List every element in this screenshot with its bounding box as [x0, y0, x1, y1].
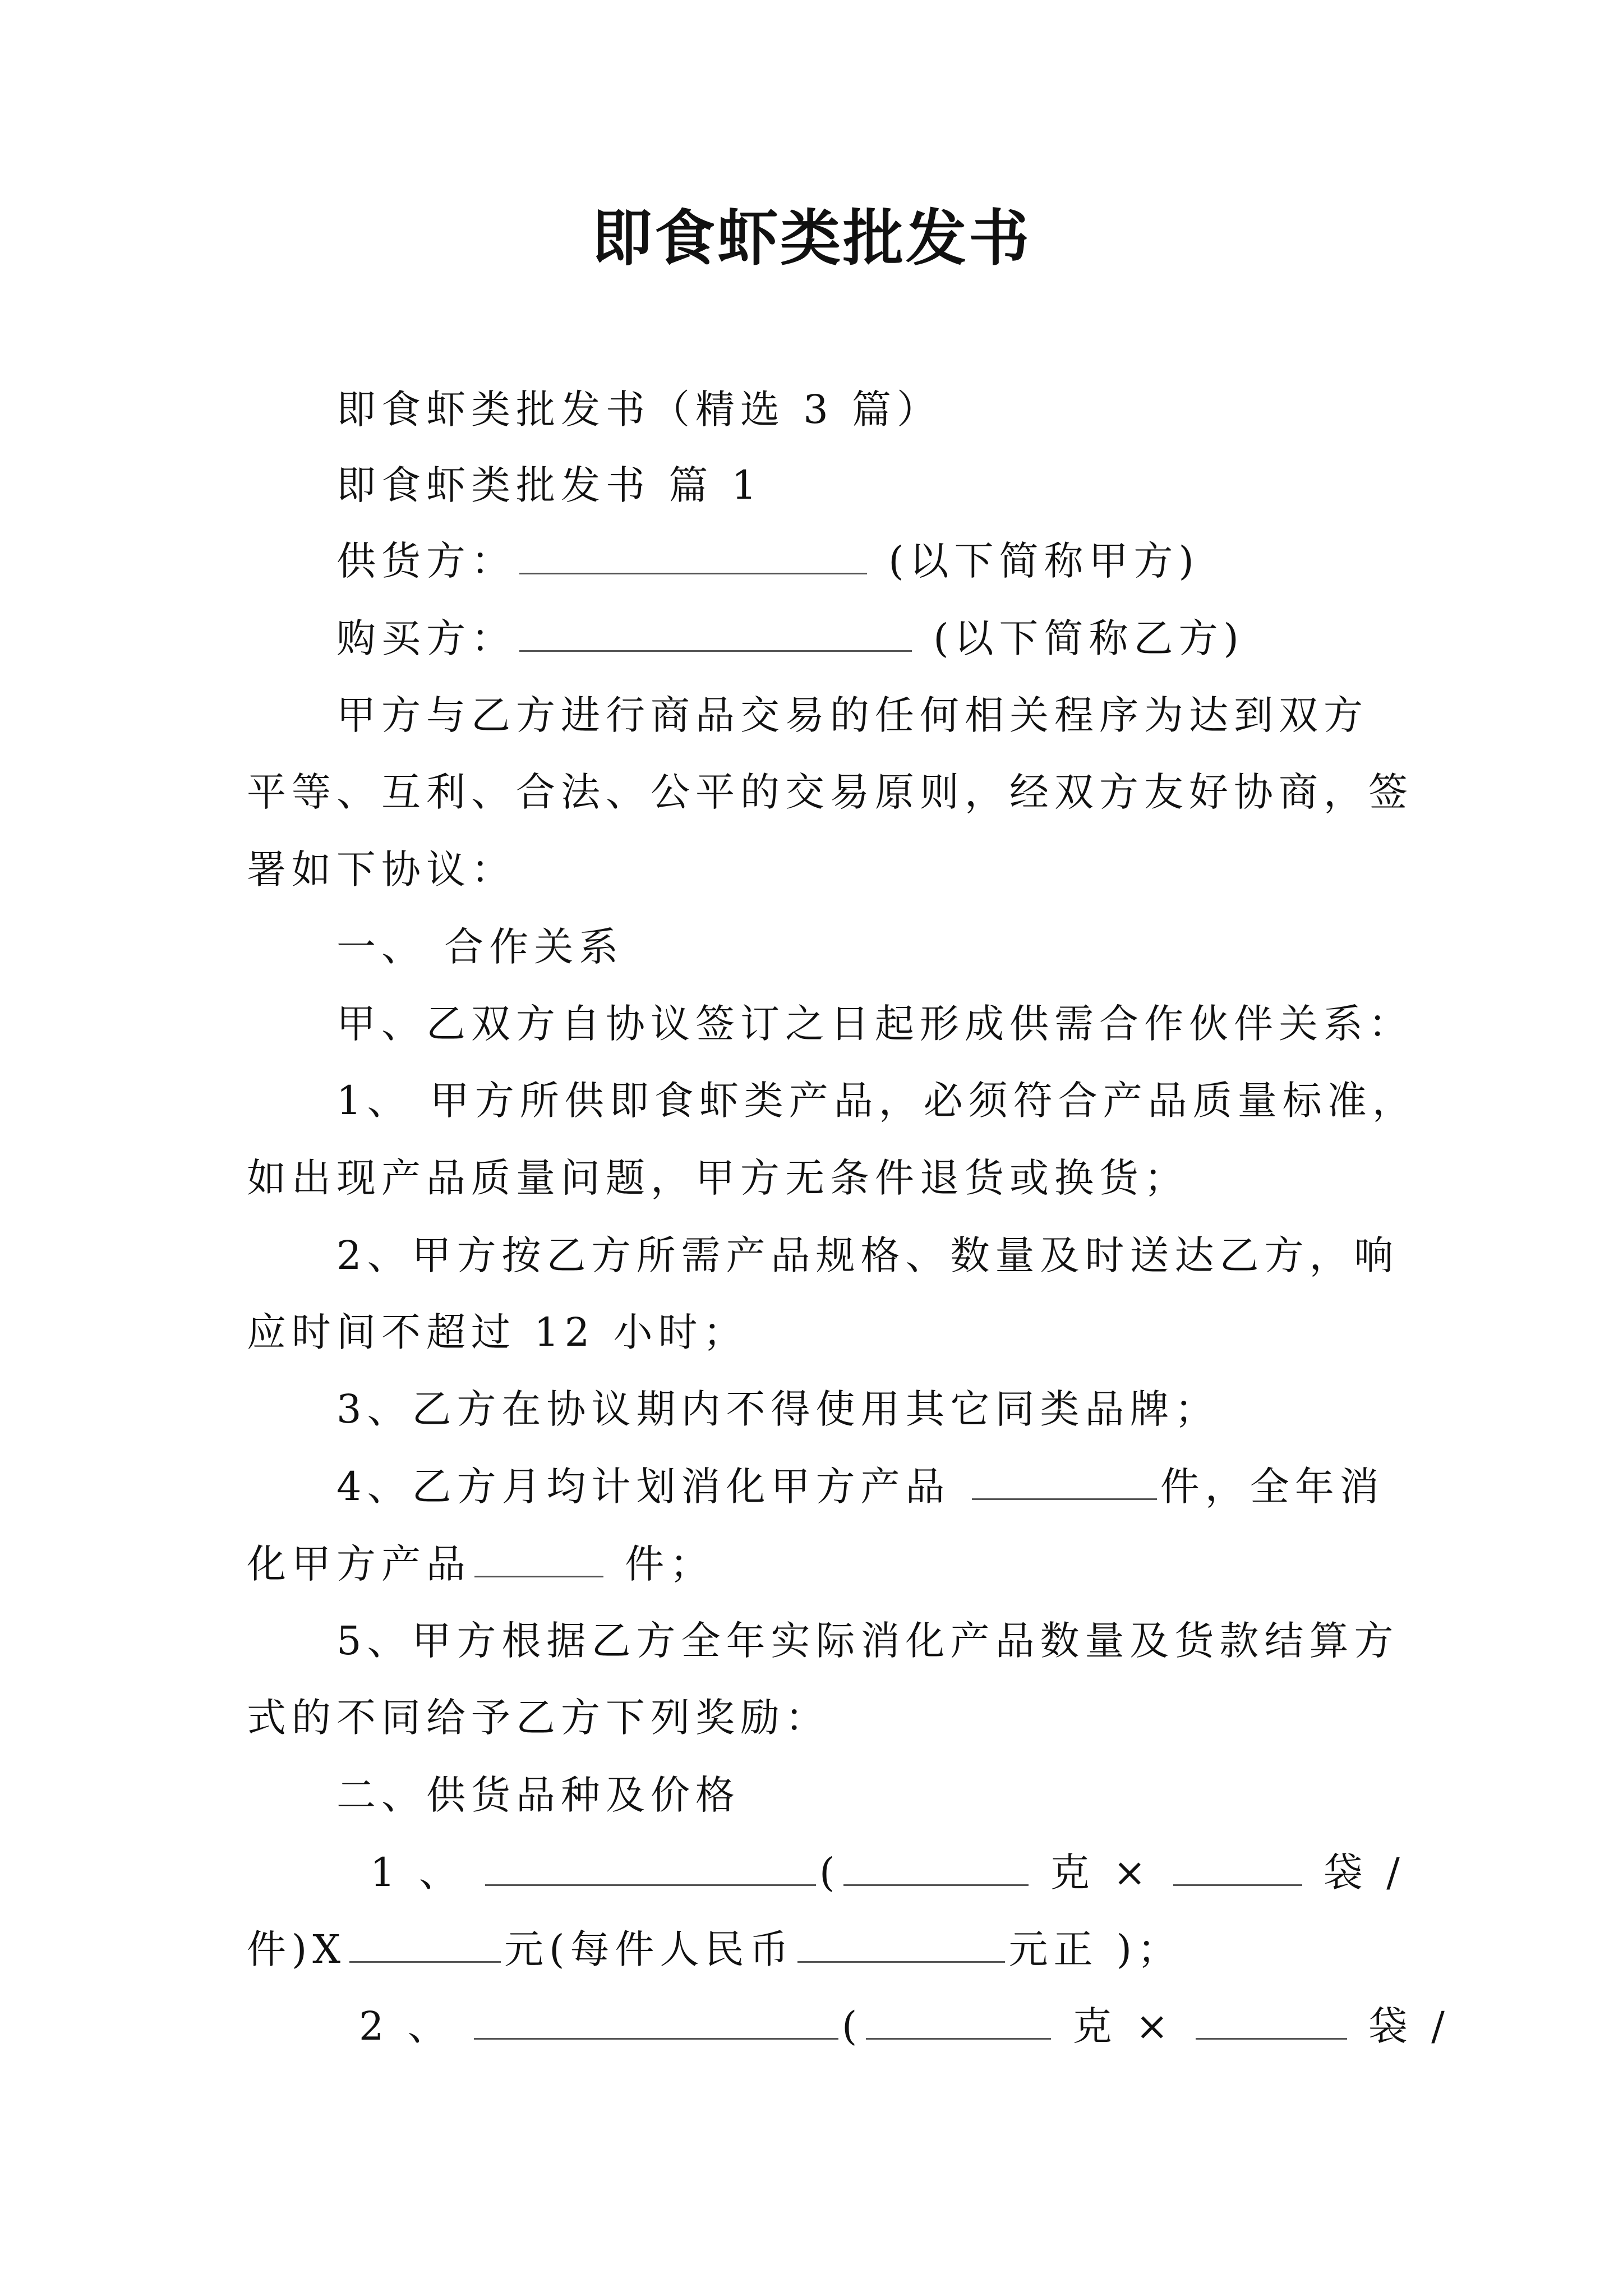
line-text: 元(每件人民币 — [504, 1926, 795, 1972]
document-title: 即食虾类批发书 — [591, 203, 1031, 274]
section-heading-line — [336, 457, 762, 513]
line-text: 署如下协议： — [247, 846, 516, 892]
line-text: 即食虾类批发书 篇 1 — [336, 462, 763, 508]
line-text: ( — [819, 1849, 841, 1895]
line-suffix: (以下简称甲方) — [870, 538, 1200, 584]
paragraph-line — [247, 1150, 1189, 1206]
line-text: 件)X — [247, 1926, 347, 1972]
product-name-blank — [485, 1849, 816, 1886]
monthly-quantity-line — [336, 1458, 1385, 1515]
line-text: 式的不同给予乙方下列奖励： — [247, 1695, 830, 1741]
price-item-line — [359, 1998, 1450, 2054]
price-item-line — [370, 1844, 1405, 1901]
bag-count-blank — [1173, 1849, 1302, 1886]
subtitle-line — [336, 381, 942, 438]
supplier-line — [336, 533, 1200, 589]
bag-count-blank — [1196, 2003, 1347, 2040]
line-text: 二、供货品种及价格 — [336, 1772, 740, 1818]
line-text: 元正 )； — [1008, 1926, 1183, 1972]
paragraph-line — [336, 996, 1413, 1052]
annual-quantity-blank — [474, 1541, 603, 1577]
paragraph-line — [336, 1381, 1220, 1437]
line-text: 即食虾类批发书（精选 3 篇） — [336, 386, 942, 432]
line-text: 2、甲方按乙方所需产品规格、数量及时送达乙方，响 — [336, 1232, 1399, 1278]
paragraph-line — [247, 841, 516, 898]
paragraph-line — [336, 1613, 1399, 1669]
weight-blank — [866, 2003, 1051, 2040]
line-text: 克 × — [1032, 1849, 1170, 1895]
buyer-blank — [519, 615, 912, 652]
line-suffix: (以下简称乙方) — [915, 615, 1244, 661]
line-text: 甲方与乙方进行商品交易的任何相关程序为达到双方 — [336, 692, 1368, 738]
annual-quantity-line — [247, 1536, 714, 1592]
paragraph-line — [336, 1227, 1399, 1283]
line-text: 5、甲方根据乙方全年实际消化产品数量及货款结算方 — [336, 1618, 1399, 1664]
line-text: 如出现产品质量问题，甲方无条件退货或换货； — [247, 1155, 1189, 1201]
line-text: 2 、 — [359, 2003, 471, 2049]
line-text: 4、乙方月均计划消化甲方产品 — [336, 1464, 969, 1510]
supplier-blank — [519, 538, 867, 574]
line-text: 袋 / — [1350, 2003, 1450, 2049]
price-item-line — [247, 1921, 1182, 1977]
clause-heading-line — [336, 1767, 740, 1823]
buyer-line — [336, 610, 1244, 666]
paragraph-line — [247, 764, 1413, 820]
line-text: 3、乙方在协议期内不得使用其它同类品牌； — [336, 1386, 1220, 1432]
line-label: 购买方： — [336, 615, 516, 661]
line-text: 平等、互利、合法、公平的交易原则，经双方友好协商，签 — [247, 769, 1413, 815]
clause-heading-line — [336, 919, 624, 975]
line-text: 件； — [607, 1541, 715, 1587]
line-text: 化甲方产品 — [247, 1541, 471, 1587]
line-label: 供货方： — [336, 538, 516, 584]
line-text: 件，全年消 — [1160, 1464, 1385, 1510]
line-text: 克 × — [1054, 2003, 1192, 2049]
rmb-amount-blank — [797, 1926, 1005, 1963]
line-text: 一、 合作关系 — [336, 924, 624, 970]
paragraph-line — [336, 687, 1368, 743]
line-text: 袋 / — [1305, 1849, 1405, 1895]
paragraph-line — [247, 1304, 748, 1360]
line-text: 甲、乙双方自协议签订之日起形成供需合作伙伴关系： — [336, 1001, 1413, 1047]
paragraph-line — [336, 1073, 1417, 1129]
line-text: 1、 甲方所供即食虾类产品，必须符合产品质量标准， — [336, 1078, 1417, 1124]
unit-price-blank — [349, 1926, 501, 1963]
product-name-blank — [474, 2003, 838, 2040]
paragraph-line — [247, 1690, 830, 1746]
line-text: 应时间不超过 12 小时； — [247, 1309, 748, 1355]
monthly-quantity-blank — [972, 1464, 1157, 1500]
line-text: 1 、 — [370, 1849, 482, 1895]
line-text: ( — [842, 2003, 863, 2049]
weight-blank — [843, 1849, 1029, 1886]
